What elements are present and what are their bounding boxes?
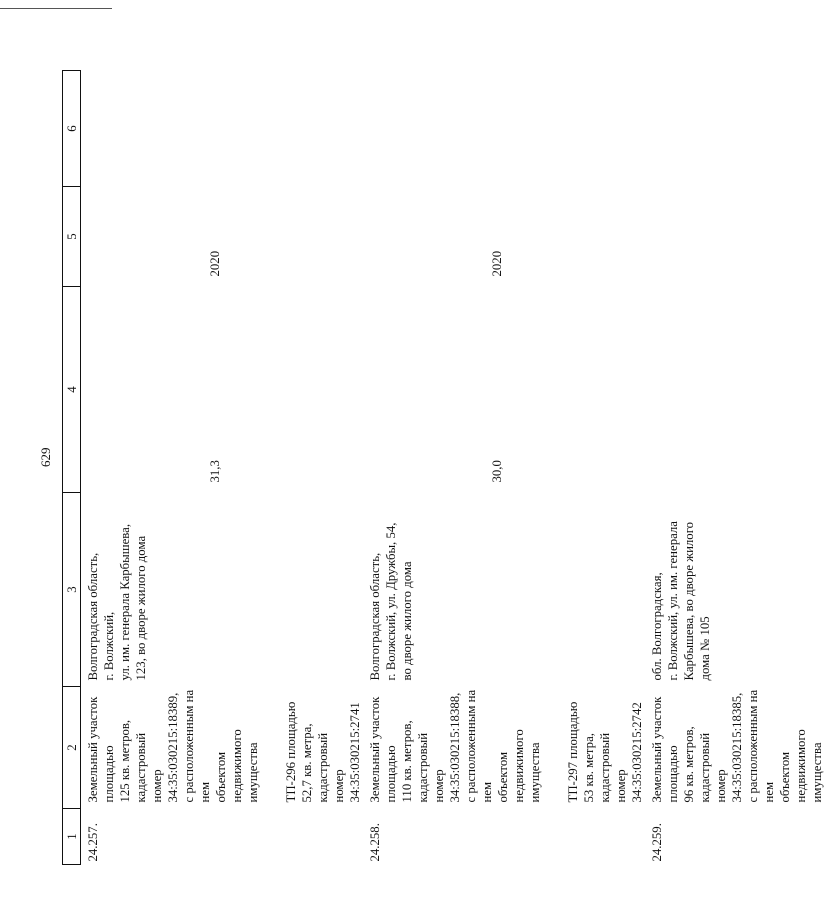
year-cell <box>363 187 645 287</box>
column-header: 4 <box>63 287 81 493</box>
year-value: 2020 <box>208 250 222 277</box>
object-cell <box>81 687 364 809</box>
column-header: 2 <box>63 687 81 809</box>
address: Волгоградская область, г. Волжский, ул. Дружбы, 54, во дворе жилого дома <box>368 522 414 681</box>
column-header: 3 <box>63 493 81 687</box>
address-cell <box>363 493 645 687</box>
address-cell <box>81 493 364 687</box>
table-row <box>363 71 645 865</box>
object-description: Земельный участок площадью 125 кв. метров, кадастровый номер 34:35:030215:18389, с расположенным на нем объектом недвижимого имущества <box>86 689 260 803</box>
area-cell <box>81 287 364 493</box>
column-header: 6 <box>63 71 81 187</box>
area-value: 30,0 <box>490 460 504 483</box>
column-header: 1 <box>63 809 81 865</box>
col6-cell <box>645 71 825 187</box>
address: Волгоградская область, г. Волжский, ул. им. генерала Карбышева, 123, во дворе жилого дома <box>86 523 148 681</box>
row-number: 24.258. <box>368 823 382 862</box>
object-description: Земельный участок площадью 110 кв. метров, кадастровый номер 34:35:030215:18388, с расположенным на нем объектом недвижимого имущества <box>368 689 542 803</box>
column-header: 5 <box>63 187 81 287</box>
object-substation: ТП-296 площадью 52,7 кв. метра, кадастровый номер 34:35:030215:2741 <box>284 701 362 803</box>
address: обл. Волгоградская, г. Волжский, ул. им. генерала Карбышева, во дворе жилого дома № 105 <box>650 521 712 681</box>
table-row <box>81 71 364 865</box>
object-cell <box>645 687 825 809</box>
table-row <box>645 71 825 865</box>
area-value: 31,3 <box>208 460 222 483</box>
col6-cell <box>81 71 364 187</box>
object-substation: ТП-297 площадью 53 кв. метра, кадастровый номер 34:35:030215:2742 <box>566 701 644 803</box>
col6-cell <box>363 71 645 187</box>
object-cell <box>363 687 645 809</box>
register-table <box>62 70 825 865</box>
address-cell <box>645 493 825 687</box>
object-description: Земельный участок площадью 96 кв. метров, кадастровый номер 34:35:030215:18385, с расположенным на нем объектом недвижимого имущества <box>650 689 824 803</box>
page-number: 629 <box>38 447 53 467</box>
year-cell <box>645 187 825 287</box>
year-value: 2020 <box>490 250 504 277</box>
row-number: 24.259. <box>650 823 664 862</box>
area-cell <box>645 287 825 493</box>
area-cell <box>363 287 645 493</box>
column-header-row <box>63 71 81 865</box>
row-number: 24.257. <box>86 823 100 862</box>
year-cell <box>81 187 364 287</box>
